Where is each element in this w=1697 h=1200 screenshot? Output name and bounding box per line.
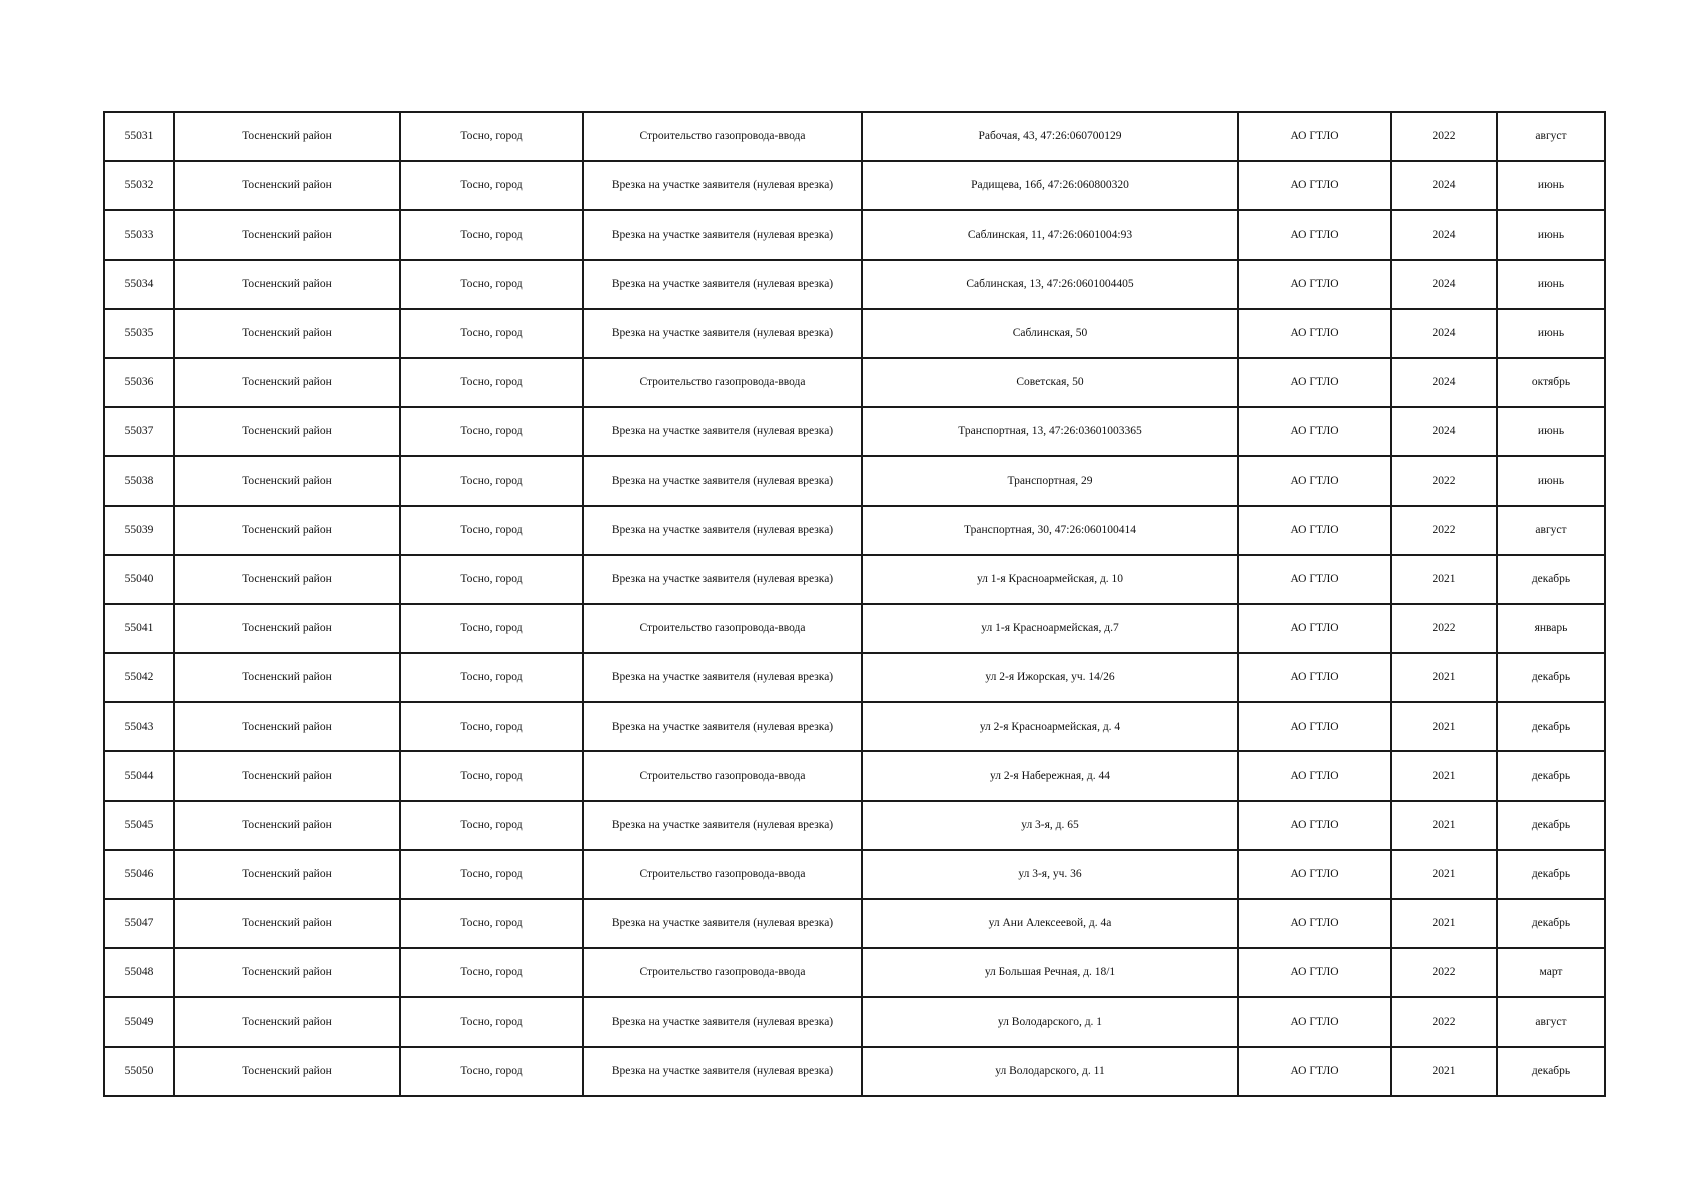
cell-district: Тосненский район: [174, 407, 400, 456]
table-row: [104, 210, 1605, 259]
cell-work-type: Врезка на участке заявителя (нулевая врезка): [583, 260, 862, 309]
cell-id: 55046: [104, 850, 174, 899]
cell-locality: Тосно, город: [400, 850, 583, 899]
cell-district: Тосненский район: [174, 161, 400, 210]
cell-year: 2021: [1391, 801, 1497, 850]
cell-locality: Тосно, город: [400, 604, 583, 653]
cell-month: декабрь: [1497, 555, 1605, 604]
cell-month: июнь: [1497, 309, 1605, 358]
cell-work-type: Врезка на участке заявителя (нулевая врезка): [583, 801, 862, 850]
cell-locality: Тосно, город: [400, 997, 583, 1046]
cell-year: 2021: [1391, 702, 1497, 751]
cell-organization: АО ГТЛО: [1238, 358, 1391, 407]
cell-locality: Тосно, город: [400, 801, 583, 850]
cell-locality: Тосно, город: [400, 751, 583, 800]
cell-work-type: Врезка на участке заявителя (нулевая врезка): [583, 407, 862, 456]
table-row: [104, 801, 1605, 850]
cell-address: Саблинская, 13, 47:26:0601004405: [862, 260, 1238, 309]
cell-address: ул 3-я, уч. 36: [862, 850, 1238, 899]
cell-locality: Тосно, город: [400, 555, 583, 604]
cell-locality: Тосно, город: [400, 702, 583, 751]
cell-organization: АО ГТЛО: [1238, 456, 1391, 505]
cell-organization: АО ГТЛО: [1238, 604, 1391, 653]
cell-district: Тосненский район: [174, 309, 400, 358]
table-row: [104, 997, 1605, 1046]
cell-district: Тосненский район: [174, 850, 400, 899]
cell-year: 2021: [1391, 751, 1497, 800]
cell-locality: Тосно, город: [400, 1047, 583, 1096]
cell-id: 55036: [104, 358, 174, 407]
cell-work-type: Строительство газопровода-ввода: [583, 604, 862, 653]
cell-work-type: Врезка на участке заявителя (нулевая врезка): [583, 1047, 862, 1096]
table-row: [104, 948, 1605, 997]
cell-month: март: [1497, 948, 1605, 997]
cell-address: ул 2-я Ижорская, уч. 14/26: [862, 653, 1238, 702]
cell-month: июнь: [1497, 260, 1605, 309]
cell-month: декабрь: [1497, 702, 1605, 751]
cell-work-type: Строительство газопровода-ввода: [583, 850, 862, 899]
cell-locality: Тосно, город: [400, 506, 583, 555]
cell-address: Транспортная, 30, 47:26:060100414: [862, 506, 1238, 555]
cell-district: Тосненский район: [174, 555, 400, 604]
cell-organization: АО ГТЛО: [1238, 997, 1391, 1046]
cell-month: декабрь: [1497, 653, 1605, 702]
table-row: [104, 850, 1605, 899]
cell-address: ул 2-я Красноармейская, д. 4: [862, 702, 1238, 751]
cell-address: Транспортная, 29: [862, 456, 1238, 505]
cell-address: ул Володарского, д. 1: [862, 997, 1238, 1046]
table-row: [104, 309, 1605, 358]
cell-locality: Тосно, город: [400, 456, 583, 505]
cell-locality: Тосно, город: [400, 899, 583, 948]
cell-work-type: Врезка на участке заявителя (нулевая врезка): [583, 653, 862, 702]
cell-id: 55037: [104, 407, 174, 456]
cell-organization: АО ГТЛО: [1238, 555, 1391, 604]
cell-district: Тосненский район: [174, 260, 400, 309]
cell-month: июнь: [1497, 210, 1605, 259]
cell-address: Саблинская, 11, 47:26:0601004:93: [862, 210, 1238, 259]
cell-id: 55050: [104, 1047, 174, 1096]
cell-id: 55042: [104, 653, 174, 702]
table-row: [104, 260, 1605, 309]
cell-year: 2022: [1391, 997, 1497, 1046]
cell-year: 2024: [1391, 358, 1497, 407]
cell-work-type: Строительство газопровода-ввода: [583, 948, 862, 997]
cell-id: 55038: [104, 456, 174, 505]
cell-district: Тосненский район: [174, 210, 400, 259]
cell-district: Тосненский район: [174, 506, 400, 555]
cell-address: ул Ани Алексеевой, д. 4а: [862, 899, 1238, 948]
table-row: [104, 751, 1605, 800]
cell-district: Тосненский район: [174, 604, 400, 653]
cell-organization: АО ГТЛО: [1238, 112, 1391, 161]
cell-address: ул 1-я Красноармейская, д. 10: [862, 555, 1238, 604]
cell-address: ул 2-я Набережная, д. 44: [862, 751, 1238, 800]
cell-month: декабрь: [1497, 751, 1605, 800]
cell-id: 55049: [104, 997, 174, 1046]
cell-district: Тосненский район: [174, 751, 400, 800]
gas-connection-table: [103, 111, 1606, 1097]
cell-month: июнь: [1497, 161, 1605, 210]
cell-id: 55044: [104, 751, 174, 800]
cell-organization: АО ГТЛО: [1238, 653, 1391, 702]
cell-locality: Тосно, город: [400, 358, 583, 407]
cell-work-type: Врезка на участке заявителя (нулевая врезка): [583, 309, 862, 358]
cell-organization: АО ГТЛО: [1238, 850, 1391, 899]
cell-year: 2024: [1391, 210, 1497, 259]
cell-locality: Тосно, город: [400, 948, 583, 997]
cell-year: 2024: [1391, 309, 1497, 358]
cell-district: Тосненский район: [174, 997, 400, 1046]
cell-year: 2024: [1391, 407, 1497, 456]
cell-district: Тосненский район: [174, 1047, 400, 1096]
cell-year: 2022: [1391, 112, 1497, 161]
cell-locality: Тосно, город: [400, 210, 583, 259]
cell-year: 2021: [1391, 899, 1497, 948]
cell-month: июнь: [1497, 407, 1605, 456]
cell-year: 2022: [1391, 506, 1497, 555]
cell-organization: АО ГТЛО: [1238, 210, 1391, 259]
cell-organization: АО ГТЛО: [1238, 260, 1391, 309]
cell-year: 2022: [1391, 604, 1497, 653]
cell-month: декабрь: [1497, 1047, 1605, 1096]
table-row: [104, 161, 1605, 210]
cell-id: 55032: [104, 161, 174, 210]
table-row: [104, 456, 1605, 505]
cell-locality: Тосно, город: [400, 161, 583, 210]
cell-month: август: [1497, 506, 1605, 555]
cell-address: ул Большая Речная, д. 18/1: [862, 948, 1238, 997]
cell-month: декабрь: [1497, 850, 1605, 899]
cell-organization: АО ГТЛО: [1238, 899, 1391, 948]
cell-id: 55047: [104, 899, 174, 948]
cell-month: август: [1497, 997, 1605, 1046]
cell-organization: АО ГТЛО: [1238, 407, 1391, 456]
cell-district: Тосненский район: [174, 702, 400, 751]
cell-organization: АО ГТЛО: [1238, 309, 1391, 358]
cell-address: ул 3-я, д. 65: [862, 801, 1238, 850]
cell-month: декабрь: [1497, 801, 1605, 850]
cell-address: ул 1-я Красноармейская, д.7: [862, 604, 1238, 653]
cell-year: 2021: [1391, 555, 1497, 604]
cell-organization: АО ГТЛО: [1238, 161, 1391, 210]
cell-work-type: Строительство газопровода-ввода: [583, 751, 862, 800]
cell-organization: АО ГТЛО: [1238, 1047, 1391, 1096]
cell-work-type: Врезка на участке заявителя (нулевая врезка): [583, 506, 862, 555]
table-row: [104, 407, 1605, 456]
cell-work-type: Врезка на участке заявителя (нулевая врезка): [583, 456, 862, 505]
cell-locality: Тосно, город: [400, 260, 583, 309]
cell-month: июнь: [1497, 456, 1605, 505]
cell-organization: АО ГТЛО: [1238, 801, 1391, 850]
cell-work-type: Строительство газопровода-ввода: [583, 358, 862, 407]
cell-id: 55041: [104, 604, 174, 653]
cell-year: 2022: [1391, 948, 1497, 997]
cell-work-type: Врезка на участке заявителя (нулевая врезка): [583, 899, 862, 948]
table-row: [104, 506, 1605, 555]
cell-locality: Тосно, город: [400, 407, 583, 456]
cell-id: 55031: [104, 112, 174, 161]
table-row: [104, 1047, 1605, 1096]
cell-month: декабрь: [1497, 899, 1605, 948]
table-row: [104, 555, 1605, 604]
cell-locality: Тосно, город: [400, 112, 583, 161]
cell-id: 55040: [104, 555, 174, 604]
cell-work-type: Врезка на участке заявителя (нулевая врезка): [583, 555, 862, 604]
table-row: [104, 604, 1605, 653]
cell-id: 55045: [104, 801, 174, 850]
cell-month: январь: [1497, 604, 1605, 653]
cell-year: 2024: [1391, 161, 1497, 210]
table-row: [104, 358, 1605, 407]
cell-id: 55035: [104, 309, 174, 358]
cell-district: Тосненский район: [174, 801, 400, 850]
table-row: [104, 653, 1605, 702]
cell-address: Транспортная, 13, 47:26:03601003365: [862, 407, 1238, 456]
cell-year: 2021: [1391, 653, 1497, 702]
cell-address: Рабочая, 43, 47:26:060700129: [862, 112, 1238, 161]
cell-address: Радищева, 16б, 47:26:060800320: [862, 161, 1238, 210]
cell-year: 2021: [1391, 850, 1497, 899]
cell-district: Тосненский район: [174, 358, 400, 407]
cell-address: Советская, 50: [862, 358, 1238, 407]
cell-address: ул Володарского, д. 11: [862, 1047, 1238, 1096]
cell-organization: АО ГТЛО: [1238, 751, 1391, 800]
cell-id: 55034: [104, 260, 174, 309]
cell-id: 55043: [104, 702, 174, 751]
cell-district: Тосненский район: [174, 653, 400, 702]
table-row: [104, 112, 1605, 161]
cell-district: Тосненский район: [174, 112, 400, 161]
cell-id: 55033: [104, 210, 174, 259]
cell-district: Тосненский район: [174, 948, 400, 997]
cell-organization: АО ГТЛО: [1238, 702, 1391, 751]
cell-year: 2022: [1391, 456, 1497, 505]
cell-work-type: Врезка на участке заявителя (нулевая врезка): [583, 997, 862, 1046]
cell-address: Саблинская, 50: [862, 309, 1238, 358]
cell-locality: Тосно, город: [400, 653, 583, 702]
cell-year: 2021: [1391, 1047, 1497, 1096]
cell-work-type: Врезка на участке заявителя (нулевая врезка): [583, 161, 862, 210]
cell-month: август: [1497, 112, 1605, 161]
cell-year: 2024: [1391, 260, 1497, 309]
cell-id: 55039: [104, 506, 174, 555]
cell-district: Тосненский район: [174, 456, 400, 505]
cell-organization: АО ГТЛО: [1238, 506, 1391, 555]
table-row: [104, 702, 1605, 751]
cell-work-type: Врезка на участке заявителя (нулевая врезка): [583, 210, 862, 259]
cell-month: октябрь: [1497, 358, 1605, 407]
cell-id: 55048: [104, 948, 174, 997]
table-row: [104, 899, 1605, 948]
cell-organization: АО ГТЛО: [1238, 948, 1391, 997]
cell-work-type: Строительство газопровода-ввода: [583, 112, 862, 161]
cell-locality: Тосно, город: [400, 309, 583, 358]
cell-work-type: Врезка на участке заявителя (нулевая врезка): [583, 702, 862, 751]
cell-district: Тосненский район: [174, 899, 400, 948]
